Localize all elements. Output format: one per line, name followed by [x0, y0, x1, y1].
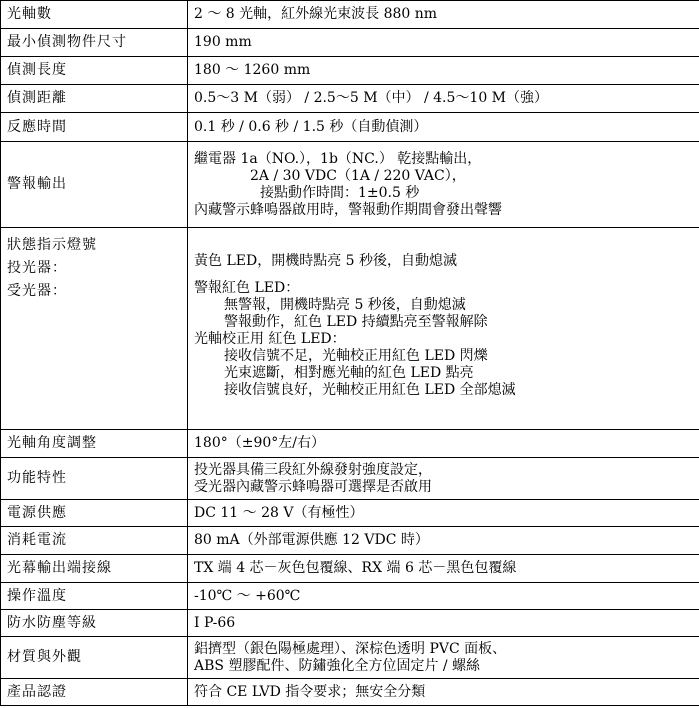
value-line: TX 端 4 芯－灰色包覆線、RX 端 6 芯－黑色包覆線	[194, 560, 517, 576]
row-label: 消耗電流	[1, 527, 188, 555]
value-line: 警報紅色 LED：	[194, 280, 300, 296]
row-value	[188, 29, 699, 57]
value-line: 180°（±90°左/右）	[194, 435, 325, 451]
row-value	[188, 527, 699, 555]
value-line: 80 mA（外部電源供應 12 VDC 時）	[194, 532, 429, 548]
row-label	[1, 228, 188, 430]
value-line: 光束遮斷，相對應光軸的紅色 LED 點亮	[224, 365, 474, 381]
table-row	[1, 113, 699, 142]
table-row	[1, 228, 699, 430]
value-line: 190 mm	[194, 34, 252, 50]
row-label: 最小偵測物件尺寸	[1, 29, 188, 57]
row-value	[188, 637, 699, 679]
table-row	[1, 555, 699, 583]
value-line: 內藏警示蜂鳴器啟用時，警報動作期間會發出聲響	[194, 201, 502, 218]
value-line: 180 ～ 1260 mm	[194, 62, 311, 78]
row-label: 光軸角度調整	[1, 430, 188, 458]
table-row	[1, 430, 699, 458]
row-value	[188, 1, 699, 29]
value-line: 0.1 秒 / 0.6 秒 / 1.5 秒（自動偵測）	[194, 118, 428, 135]
row-value	[188, 228, 699, 430]
row-label: 防水防塵等級	[1, 610, 188, 637]
row-label: 偵測距離	[1, 85, 188, 113]
value-line: 警報動作，紅色 LED 持續點亮至警報解除	[224, 314, 488, 330]
value-line: ABS 塑膠配件、防鏽強化全方位固定片 / 螺絲	[194, 657, 481, 674]
value-line: 2A / 30 VDC（1A / 220 VAC），	[250, 167, 466, 184]
emitter-label: 投光器：	[7, 260, 67, 276]
value-line: 黃色 LED，開機時點亮 5 秒後，自動熄滅	[194, 253, 457, 269]
table-row	[1, 610, 699, 637]
row-value	[188, 142, 699, 228]
value-line: 接收信號良好，光軸校正用紅色 LED 全部熄滅	[224, 382, 516, 398]
row-label: 產品認證	[1, 679, 188, 706]
value-line: 0.5～3 M（弱） / 2.5～5 M（中） / 4.5～10 M（強）	[194, 90, 549, 106]
value-line: 受光器內藏警示蜂鳴器可選擇是否啟用	[194, 478, 432, 495]
value-line: 2 ～ 8 光軸，紅外線光束波長 880 nm	[194, 6, 438, 22]
table-row	[1, 637, 699, 679]
row-value	[188, 679, 699, 706]
row-label: 光軸數	[1, 1, 188, 29]
value-line: DC 11 ～ 28 V（有極性）	[194, 504, 364, 521]
value-line: I P-66	[194, 614, 236, 631]
table-row	[1, 85, 699, 113]
value-line: 投光器具備三段紅外線發射強度設定，	[194, 461, 432, 478]
table-row	[1, 458, 699, 500]
value-line: -10℃ ～ +60℃	[194, 587, 301, 604]
receiver-label: 受光器：	[7, 283, 67, 299]
row-value	[188, 500, 699, 527]
row-value	[188, 458, 699, 500]
table-row	[1, 500, 699, 527]
row-label: 電源供應	[1, 500, 188, 527]
row-label: 警報輸出	[1, 142, 188, 228]
table-row	[1, 679, 699, 706]
row-value	[188, 85, 699, 113]
table-row	[1, 142, 699, 228]
value-line: 光軸校正用 紅色 LED：	[194, 331, 346, 347]
table-row	[1, 1, 699, 29]
row-label: 材質與外觀	[1, 637, 188, 679]
value-line: 接收信號不足，光軸校正用紅色 LED 閃爍	[224, 348, 488, 364]
row-value	[188, 57, 699, 85]
value-line: 無警報，開機時點亮 5 秒後，自動熄滅	[224, 297, 466, 313]
row-value	[188, 113, 699, 142]
table-row	[1, 29, 699, 57]
row-value	[188, 430, 699, 458]
value-line: 接點動作時間：1±0.5 秒	[260, 184, 420, 201]
row-value	[188, 583, 699, 610]
value-line: 鋁擠型（銀色陽極處理）、深棕色透明 PVC 面板、	[194, 640, 507, 657]
row-value	[188, 555, 699, 583]
table-row	[1, 583, 699, 610]
value-line: 符合 CE LVD 指令要求；無安全分類	[194, 683, 426, 700]
row-label: 光幕輸出端接線	[1, 555, 188, 583]
status-indicator-heading: 狀態指示燈號	[7, 237, 97, 253]
row-label: 功能特性	[1, 458, 188, 500]
table-row	[1, 57, 699, 85]
row-value	[188, 610, 699, 637]
row-label: 偵測長度	[1, 57, 188, 85]
value-line: 繼電器 1a（NO.），1b（NC.） 乾接點輸出，	[194, 150, 482, 167]
row-label: 操作溫度	[1, 583, 188, 610]
table-row	[1, 527, 699, 555]
row-label: 反應時間	[1, 113, 188, 142]
